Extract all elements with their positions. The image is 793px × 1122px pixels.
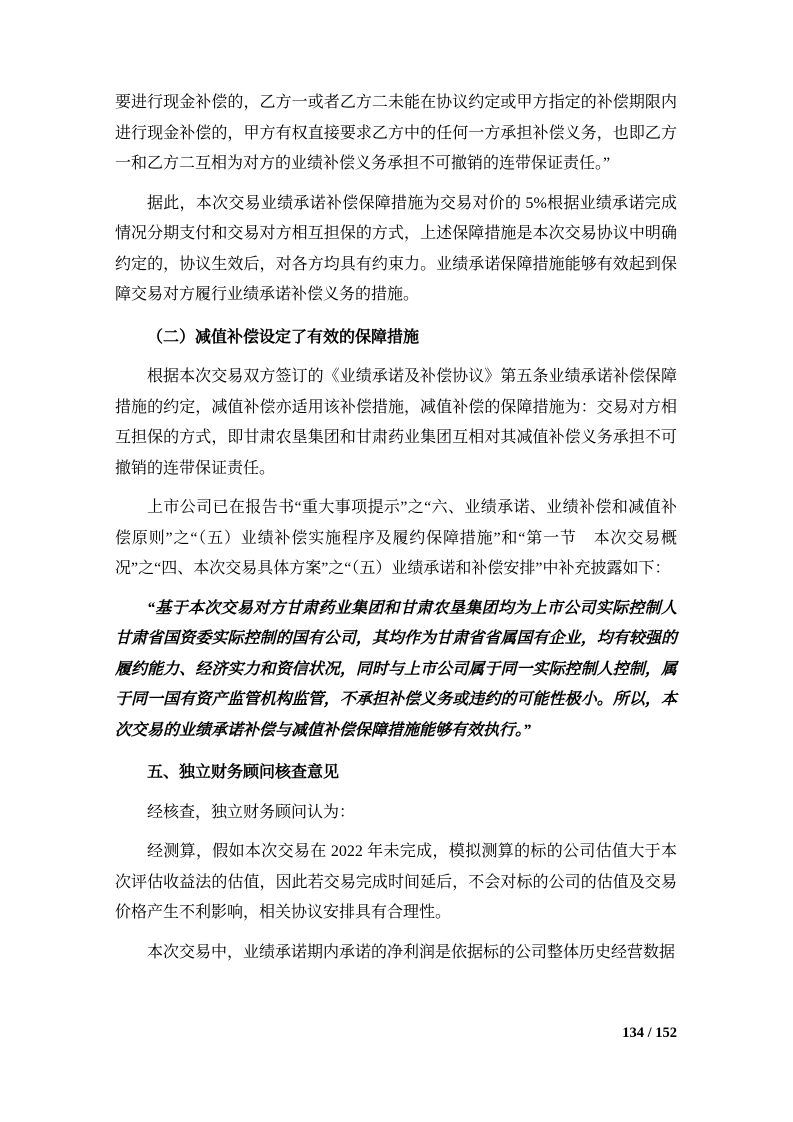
paragraph-verification-intro: 经核查，独立财务顾问认为：: [147, 803, 356, 821]
document-content: [115, 88, 677, 977]
paragraph-disclosure-location: 上市公司已在报告书“重大事项提示”之“六、业绩承诺、业绩补偿和减值补偿原则”之“（五）业绩补偿实施程序及履约保障措施”和“第一节 本次交易概况”之“四、本次交易具体方案”之“（五）业绩承诺和补偿安排”中补充披露如下：: [115, 499, 677, 577]
paragraph-contract-quote-continuation: 要进行现金补偿的，乙方一或者乙方二未能在协议约定或甲方指定的补偿期限内进行现金补偿的，甲方有权直接要求乙方中的任何一方承担补偿义务，也即乙方一和乙方二互相为对方的业绩补偿义务承担不可撤销的连带保证责任。”: [115, 94, 677, 172]
heading-independent-advisor-opinion: 五、独立财务顾问核查意见: [147, 764, 340, 781]
paragraph-impairment-detail: 根据本次交易双方签订的《业绩承诺及补偿协议》第五条业绩承诺补偿保障措施的约定，减值补偿亦适用该补偿措施，减值补偿的保障措施为：交易对方相互担保的方式，即甘肃农垦集团和甘肃药业集团互相对其减值补偿义务承担不可撤销的连带保证责任。: [115, 368, 677, 477]
page-number: 134 / 152: [622, 1025, 677, 1041]
paragraph-basis-conclusion: 据此，本次交易业绩承诺补偿保障措施为交易对价的 5%根据业绩承诺完成情况分期支付和交易对方相互担保的方式，上述保障措施是本次交易协议中明确约定的，协议生效后，对各方均具有约束力。业绩承诺保障措施能够有效起到保障交易对方履行业绩承诺补偿义务的措施。: [115, 194, 677, 303]
paragraph-valuation-analysis: 经测算，假如本次交易在 2022 年未完成，模拟测算的标的公司估值大于本次评估收益法的估值，因此若交易完成时间延后，不会对标的公司的估值及交易价格产生不利影响，相关协议安排具有合理性。: [115, 843, 677, 921]
paragraph-profit-basis: 本次交易中，业绩承诺期内承诺的净利润是依据标的公司整体历史经营数据: [147, 943, 676, 961]
heading-impairment-compensation-section: （二）减值补偿设定了有效的保障措施: [147, 328, 420, 346]
paragraph-bold-opinion-quote: “基于本次交易对方甘肃药业集团和甘肃农垦集团均为上市公司实际控制人甘肃省国资委实际控制的国有公司，其均作为甘肃省省属国有企业，均有较强的履约能力、经济实力和资信状况，同时与上市公司属于同一实际控制人控制，属于同一国有资产监管机构监管，不承担补偿义务或违约的可能性极小。所以，本次交易的业绩承诺补偿与减值补偿保障措施能够有效执行。”: [115, 599, 677, 739]
